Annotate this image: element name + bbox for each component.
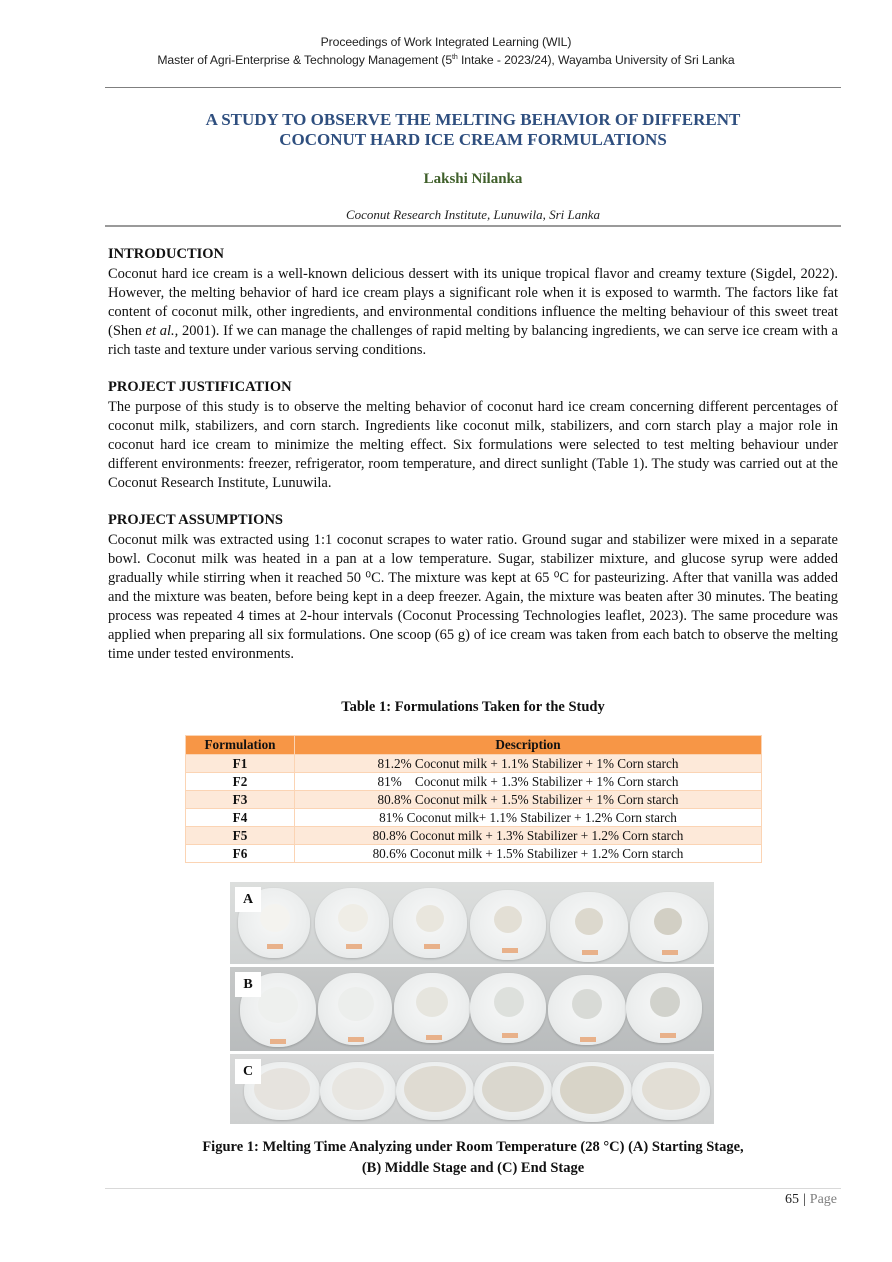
- table-row: F6 80.6% Coconut milk + 1.5% Stabilizer + 1.2% Corn starch: [186, 845, 762, 863]
- author-name: Lakshi Nilanka: [423, 171, 523, 187]
- figure-panel-a-photo: [230, 882, 714, 964]
- page-number: 65 | Page: [784, 1192, 837, 1207]
- table-header-row: [186, 736, 762, 755]
- table-caption: Table 1: Formulations Taken for the Study: [341, 699, 605, 715]
- header-divider: [105, 87, 841, 88]
- panel-label-c: C: [235, 1059, 261, 1084]
- justification-heading: PROJECT JUSTIFICATION: [108, 379, 292, 395]
- assumptions-heading: PROJECT ASSUMPTIONS: [108, 512, 283, 528]
- affiliation-divider: [105, 225, 841, 227]
- table-row: F2 81% Coconut milk + 1.3% Stabilizer + 1% Corn starch: [186, 773, 762, 791]
- panel-label-b: B: [235, 972, 261, 997]
- formulations-table: [185, 735, 762, 863]
- paper-title: A STUDY TO OBSERVE THE MELTING BEHAVIOR OF DIFFERENT COCONUT HARD ICE CREAM FORMULATIONS: [205, 110, 741, 149]
- introduction-heading: INTRODUCTION: [108, 246, 225, 262]
- figure-caption: Figure 1: Melting Time Analyzing under Room Temperature (28 °C) (A) Starting Stage, (B) Middle Stage and (C) End Stage: [202, 1139, 744, 1176]
- panel-label-a: A: [235, 887, 261, 912]
- assumptions-text: Coconut milk was extracted using 1:1 coconut scrapes to water ratio. Ground sugar and stabilizer were mixed in a separate bowl. Coconut milk was heated in a pan at a low temperature. Sugar, stabilizer mixture, and glucose syrup were added gradually while stirring when it reached 50 ⁰C. The mixture was kept at 65 ⁰C for pasteurizing. After that vanilla was added and the mixture was beaten, before being kept in a deep freezer. Again, the mixture was beaten after 30 minutes. The beating process was repeated 4 times at 2-hour intervals (Coconut Processing Technologies leaflet, 2023). The same procedure was applied when preparing all six formulations. One scoop (65 g) of ice cream was taken from each batch to observe the melting time under tested environments.: [108, 532, 838, 662]
- column-header-formulation: Formulation: [186, 736, 295, 755]
- table-row: F1 81.2% Coconut milk + 1.1% Stabilizer + 1% Corn starch: [186, 755, 762, 773]
- table-row: F5 80.8% Coconut milk + 1.3% Stabilizer + 1.2% Corn starch: [186, 827, 762, 845]
- figure-panel-b-photo: [230, 967, 714, 1051]
- table-row: F4 81% Coconut milk+ 1.1% Stabilizer + 1.2% Corn starch: [186, 809, 762, 827]
- running-header-line2: Master of Agri-Enterprise & Technology Management (5th Intake - 2023/24), Wayamba University of Sri Lanka: [157, 53, 735, 67]
- column-header-description: Description: [295, 736, 762, 755]
- running-header-line1: Proceedings of Work Integrated Learning (WIL): [320, 35, 572, 49]
- affiliation: Coconut Research Institute, Lunuwila, Sri Lanka: [345, 207, 601, 222]
- footer-divider: [105, 1188, 841, 1189]
- introduction-text: Coconut hard ice cream is a well-known delicious dessert with its unique tropical flavor and creamy texture (Sigdel, 2022). However, the melting behavior of hard ice cream plays a significant role when it is exposed to warmth. The factors like fat content of coconut milk, other ingredients, and environmental conditions influence the melting behaviour of this sweet treat (Shen et al., 2001). If we can manage the challenges of rapid melting by balancing ingredients, we can serve ice cream with a rich taste and texture under various serving conditions.: [108, 266, 838, 358]
- table-row: F3 80.8% Coconut milk + 1.5% Stabilizer + 1% Corn starch: [186, 791, 762, 809]
- justification-text: The purpose of this study is to observe the melting behavior of coconut hard ice cream concerning different percentages of coconut milk, stabilizers, and corn starch. Ingredients like coconut milk, stabilizers, and corn starch play a major role in coconut hard ice cream to minimize the melting effect. Six formulations were selected to test melting behaviour under different environments: freezer, refrigerator, room temperature, and direct sunlight (Table 1). The study was carried out at the Coconut Research Institute, Lunuwila.: [108, 399, 838, 491]
- figure-panel-c-photo: [230, 1054, 714, 1124]
